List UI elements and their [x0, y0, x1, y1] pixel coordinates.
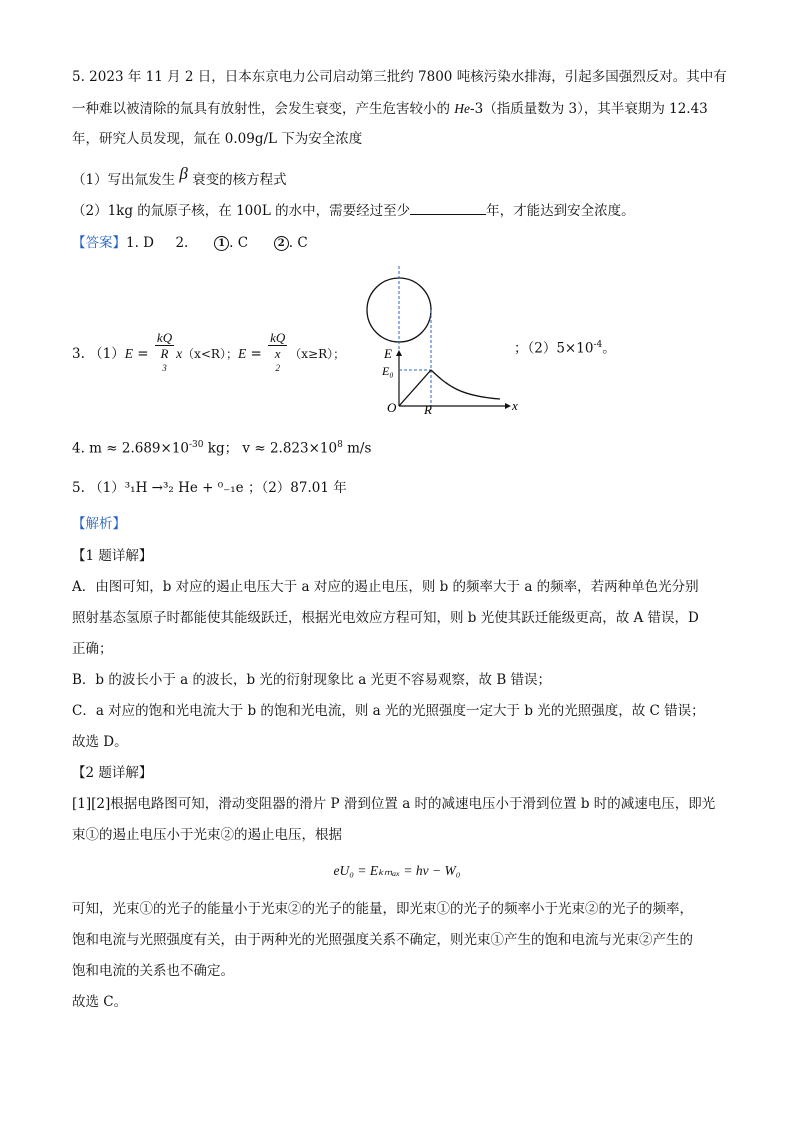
answer-line-1: [72, 232, 724, 254]
q5-sub-1: [72, 164, 724, 191]
E-axis-label: E: [384, 346, 392, 361]
E-symbol-2: E: [237, 346, 247, 362]
answer-3-value: ；（2）5×10: [514, 340, 594, 357]
x-axis-arrow: [505, 403, 511, 409]
answer-4: [72, 434, 724, 460]
answer-4-velocity: kg； v ≈ 2.823×10: [203, 440, 338, 457]
para-2-line-5: 饱和电流的关系也不确定。: [72, 963, 234, 979]
origin-label: O: [387, 400, 397, 415]
analysis-label: 【解析】: [72, 516, 126, 532]
para-1-line-4: B．b 的波长小于 a 的波长，b 光的衍射现象比 a 光更不容易观察，故 B 错误；: [72, 672, 552, 688]
R-label: R: [424, 402, 432, 417]
beta-symbol: β: [179, 164, 188, 183]
answer-2: 2.: [175, 235, 189, 251]
fraction-kQ-R3: [155, 330, 174, 379]
answer-2-2: . C: [288, 235, 308, 251]
E0-label: E₀: [382, 364, 394, 378]
answer-3-exp: -4: [593, 340, 603, 350]
q5-line-3: 年，研究人员发现，氚在 0.09g/L 下为安全浓度: [72, 131, 363, 147]
den-R: R: [160, 346, 169, 361]
e-axis-arrow: [396, 350, 402, 356]
answer-2-1: . C: [229, 235, 249, 251]
q5-line-2b: -3（指质量数为 3），其半衰期为 12.43: [470, 101, 708, 117]
section-1-title: 【1 题详解】: [72, 548, 153, 564]
para-2-line-1: [1][2]根据电路图可知，滑动变阻器的滑片 P 滑到位置 a 时的减速电压小于滑到位置 b 时的减速电压，即光: [72, 796, 716, 812]
E-symbol: E: [124, 346, 134, 362]
answer-3-part2: [514, 330, 616, 364]
q5-sub-2a: （2）1kg 的氚原子核，在 100L 的水中，需要经过至少: [72, 203, 411, 219]
answer-4-mass: 4. m ≈ 2.689×10: [72, 440, 190, 457]
para-2-line-2: 束①的遏止电压小于光束②的遏止电压，根据: [72, 827, 342, 843]
para-1-line-1: A．由图可知，b 对应的遏止电压大于 a 对应的遏止电压，则 b 的频率大于 a 的频率，若两种单色光分别: [72, 579, 699, 595]
equals: =: [133, 346, 153, 363]
q5-sub-1a: （1）写出氚发生: [72, 172, 180, 188]
circled-1-icon: 1: [214, 236, 229, 251]
condition-2: （x≥R）；: [289, 347, 346, 362]
section-2-title: 【2 题详解】: [72, 765, 153, 781]
para-1-line-5: C．a 对应的饱和光电流大于 b 的饱和光电流，则 a 光的光照强度一定大于 b 光的光照强度，故 C 错误；: [72, 703, 705, 719]
helium-symbol: He: [454, 101, 471, 116]
para-2-line-6: 故选 C。: [72, 994, 128, 1010]
fraction-kQ-x2: [268, 330, 287, 379]
den-exp: 3: [162, 363, 167, 373]
linear-segment: [399, 370, 431, 406]
q5-sub-2: [72, 200, 724, 222]
answer-4-exp2: 8: [337, 440, 343, 450]
answer-1: 1. D: [126, 235, 154, 251]
answer-3-end: 。: [602, 340, 616, 357]
condition-1: （x<R）；: [182, 347, 238, 362]
denominator: [155, 346, 174, 379]
q5-line-1: 5. 2023 年 11 月 2 日，日本东京电力公司启动第三批约 7800 吨核污染水排海，引起多国强烈反对。其中有: [72, 69, 727, 85]
photoelectric-formula: eU₀ = Eₖₘₐₓ = hν − W₀: [333, 863, 461, 878]
q5-line-2a: 一种难以被清除的氚具有放射性，会发生衰变，产生危害较小的: [72, 101, 455, 117]
answer-5: 5. （1）³₁H →³₂ He + ⁰₋₁e ；（2）87.01 年: [72, 480, 347, 496]
q5-sub-2b: 年，才能达到安全浓度。: [486, 203, 635, 219]
para-1-line-3: 正确；: [72, 641, 113, 657]
den-exp-2: 2: [275, 363, 280, 373]
denominator-2: [268, 346, 287, 379]
para-1-line-6: 故选 D。: [72, 734, 128, 750]
answer-4-exp1: -30: [189, 440, 204, 450]
den-x: x: [274, 346, 281, 361]
numerator-2: kQ: [270, 330, 286, 345]
equals-2: =: [246, 346, 267, 363]
answer-label: 【答案】: [72, 235, 126, 251]
para-2-line-3: 可知，光束①的光子的能量小于光束②的光子的能量，即光束①的光子的频率小于光束②的光子的频率，: [72, 901, 693, 917]
decay-curve: [431, 370, 500, 399]
q5-sub-1b: 衰变的核方程式: [187, 172, 287, 188]
q5-line-2: [72, 98, 724, 120]
para-2-line-4: 饱和电流与光照强度有关，由于两种光的光照强度关系不确定，则光束①产生的饱和电流与光束②产生的: [72, 932, 693, 948]
field-graph-figure: [360, 266, 520, 418]
numerator: kQ: [156, 330, 173, 345]
x-symbol: x: [176, 346, 183, 362]
answer-blank: [410, 200, 486, 215]
circled-2-icon: 2: [274, 236, 289, 251]
answer-4-unit: m/s: [342, 440, 372, 457]
answer-3-prefix: 3. （1）: [72, 346, 125, 363]
x-axis-label: x: [512, 398, 518, 413]
para-1-line-2: 照射基态氢原子时都能使其能级跃迁，根据光电效应方程可知，则 b 光使其跃迁能级更高，故 A 错误，D: [72, 610, 699, 626]
